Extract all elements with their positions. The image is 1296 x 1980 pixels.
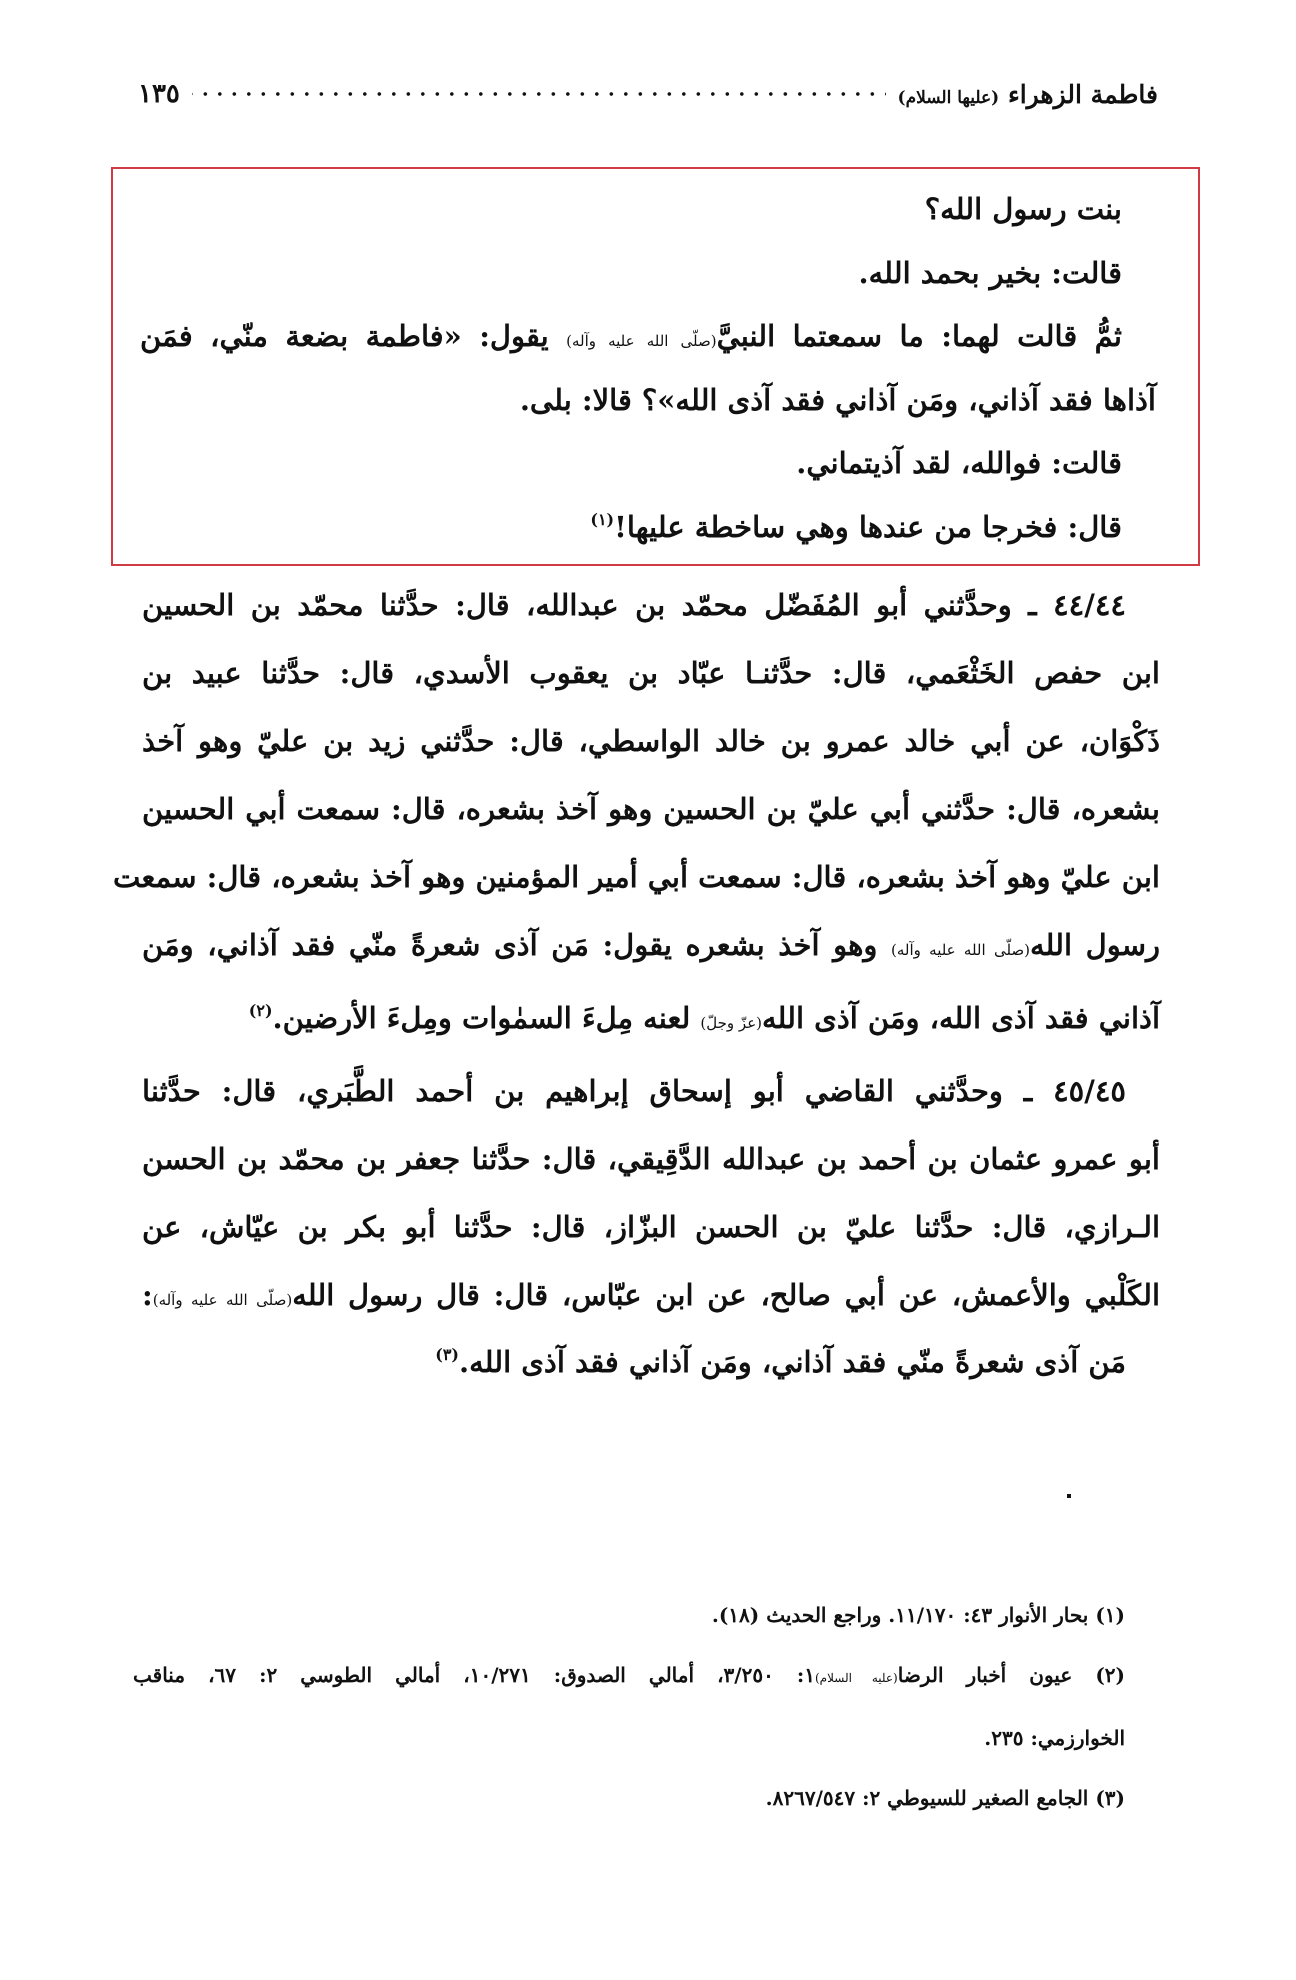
footnotes [133, 1585, 1161, 1828]
footnote-number: (٢) [1095, 1663, 1126, 1687]
box-line-text: ثمُّ قالت لهما: ما سمعتما النبيَّ [716, 319, 1122, 353]
body-line-text: ذَكْوَان، عن أبي خالد عمرو بن خالد الواسطي، قال: حدَّثني زيد بن عليّ وهو آخذ [142, 724, 1160, 758]
footnote-3 [133, 1768, 1161, 1828]
box-line [140, 305, 1156, 369]
box-line [140, 432, 1156, 496]
box-line-text: قال: فخرجا من عندها وهي ساخطة عليها! [614, 509, 1122, 544]
honorific: (عزّ وجلّ) [700, 1014, 762, 1032]
body-line-text: أبو عمرو عثمان بن أحمد بن عبدالله الدَّقِيقي، قال: حدَّثنا جعفر بن محمّد بن الحسن [142, 1142, 1160, 1176]
honorific: (صلّى الله عليه وآله) [152, 1291, 293, 1309]
body-line-text: ابن حفص الخَثْعَمي، قال: حدَّثنـا عبّاد بن يعقوب الأسدي، قال: حدَّثنا عبيد بن [142, 656, 1160, 690]
body-line [142, 1057, 1160, 1125]
body-line [142, 639, 1160, 707]
body-line-text: ٤٤/٤٤ ـ وحدَّثني أبو المُفَضّل محمّد بن عبدالله، قال: حدَّثنا محمّد بن الحسين [142, 588, 1126, 622]
footnote-1 [133, 1585, 1161, 1645]
body-line [142, 707, 1160, 775]
footnote-2-continuation: الخوارزمي: ٢٣٥. [984, 1726, 1125, 1750]
body-line [142, 1193, 1160, 1261]
box-line-text: آذاها فقد آذاني، ومَن آذاني فقد آذى الله»؟ قالا: بلى. [519, 382, 1156, 417]
box-line [140, 178, 1156, 242]
body-line [142, 1125, 1160, 1193]
book-title [898, 80, 1158, 109]
box-line-text: قالت: فوالله، لقد آذيتماني. [796, 446, 1122, 480]
footnote-number: (٣) [1095, 1786, 1125, 1810]
body-line-text: ابن عليّ وهو آخذ بشعره، قال: سمعت أبي أمير المؤمنين وهو آخذ بشعره، قال: سمعت [113, 860, 1160, 894]
body-line [142, 1261, 1160, 1334]
footnote-text: عيون أخبار الرضا [897, 1663, 1073, 1687]
stray-mark [1067, 1494, 1071, 1498]
body-line-text-after: لعنه مِلءَ السمٰوات ومِلءَ الأرضين. [272, 1001, 701, 1035]
body-passage [113, 571, 1161, 1390]
footnote-text: الجامع الصغير للسيوطي ٢: ٨٢٦٧/٥٤٧. [765, 1786, 1089, 1810]
body-line [113, 843, 1160, 911]
body-line-text-after: وهو آخذ بشعره يقول: مَن آذى شعرةً منّي فقد آذاني، ومَن [142, 928, 891, 962]
body-line-text: الكَلْبي والأعمش، عن أبي صالح، عن ابن عبّاس، قال: قال رسول الله [292, 1278, 1161, 1312]
body-line-text: رسول الله [1030, 928, 1161, 962]
body-line-text: ٤٥/٤٥ ـ وحدَّثني القاضي أبو إسحاق إبراهيم بن أحمد الطَّبَري، قال: حدَّثنا [142, 1074, 1126, 1108]
box-line-text: بنت رسول الله؟ [924, 192, 1122, 226]
honorific: (صلّى الله عليه وآله) [891, 941, 1030, 959]
body-line [142, 775, 1160, 843]
body-line-text: بشعره، قال: حدَّثني أبي عليّ بن الحسين وهو آخذ بشعره، قال: سمعت أبي الحسين [142, 792, 1160, 826]
leader-dots [192, 91, 886, 97]
box-line [140, 242, 1156, 306]
body-line [142, 984, 1160, 1057]
honorific: (عليه السلام) [815, 1671, 898, 1685]
body-line-text: الـرازي، قال: حدَّثنا عليّ بن الحسن البزّاز، قال: حدَّثنا أبو بكر بن عيّاش، عن [142, 1210, 1160, 1244]
body-line-text-after: : [142, 1278, 153, 1312]
footnote-text-after: ١: ٣/٢٥٠، أمالي الصدوق: ١٠/٢٧١، أمالي الطوسي ٢: ٦٧، مناقب [133, 1663, 815, 1687]
body-line-text: مَن آذى شعرةً منّي فقد آذاني، ومَن آذاني فقد آذى الله. [458, 1345, 1126, 1379]
body-line [142, 571, 1160, 639]
box-line [140, 496, 1156, 560]
footnote-ref[interactable]: (٣) [435, 1345, 459, 1364]
book-title-honorific: (عليها السلام) [897, 87, 1000, 108]
box-line-text-after: يقول: «فاطمة بضعة منّي، فمَن [140, 319, 567, 353]
book-title-text: فاطمة الزهراء [1007, 79, 1158, 109]
footnote-2 [133, 1645, 1161, 1708]
footnote-text: بحار الأنوار ٤٣: ١١/١٧٠. وراجع الحديث (١٨). [711, 1603, 1089, 1627]
body-line [142, 911, 1160, 984]
page-number: ١٣٥ [138, 79, 180, 109]
body-line-text: آذاني فقد آذى الله، ومَن آذى الله [762, 1001, 1160, 1035]
footnote-ref[interactable]: (٢) [248, 1001, 273, 1020]
body-line [142, 1334, 1160, 1390]
box-line [140, 369, 1156, 433]
highlighted-passage [140, 178, 1156, 559]
footnote-ref[interactable]: (١) [590, 509, 615, 529]
running-header [138, 72, 1158, 116]
honorific: (صلّى الله عليه وآله) [566, 332, 717, 350]
box-line-text: قالت: بخير بحمد الله. [858, 255, 1122, 290]
footnote-number: (١) [1095, 1603, 1125, 1627]
